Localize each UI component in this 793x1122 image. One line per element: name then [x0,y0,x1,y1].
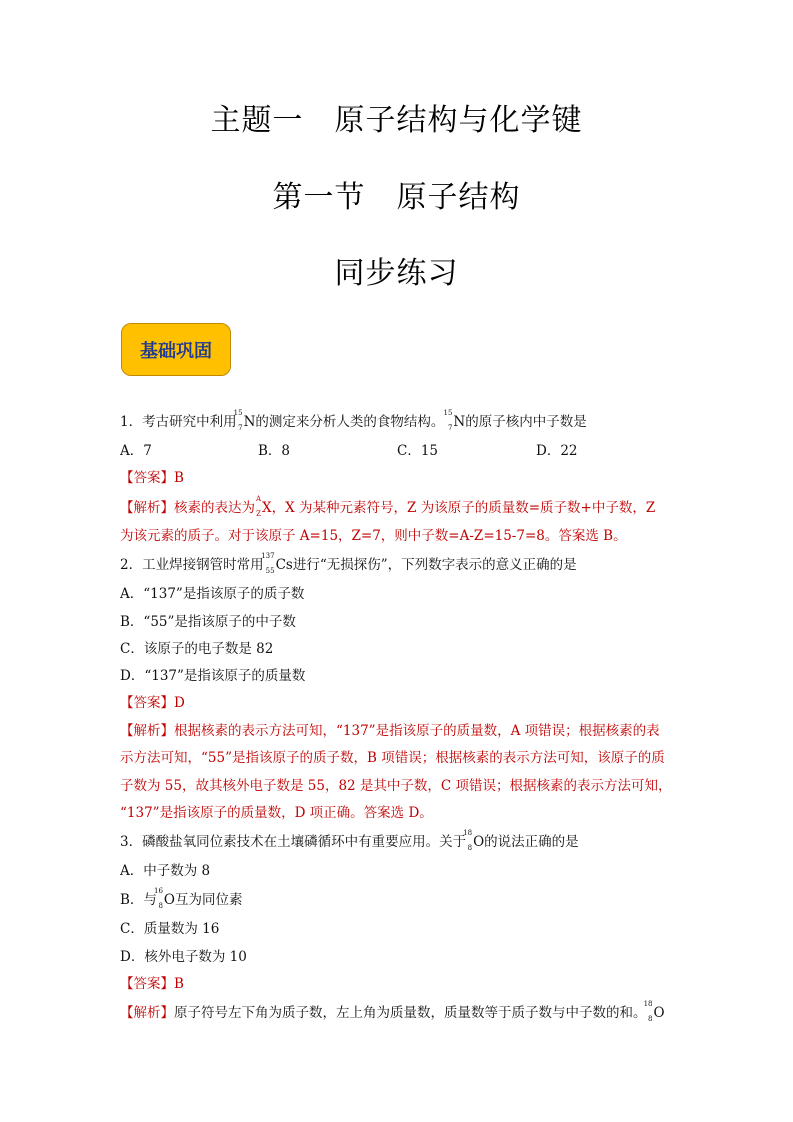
nuclide-n15: 15 7 N [233,409,256,432]
badge-label: 基础巩固 [140,340,212,362]
q2-answer: 【答案】D [120,695,185,711]
subtitle: 同步练习 [334,256,459,291]
section-title: 第一节 原子结构 [272,180,521,215]
q1-explanation-line-1: 【解析】核素的表达为 A Z X，X 为某种元素符号，Z 为该原子的质量数=质子数+中子数，Z [120,495,656,518]
q2-option-d: D．“137”是指该原子的质量数 [120,668,306,684]
question-1: 1．考古研究中利用 15 7 N的测定来分析人类的食物结构。 15 7 N的原子核内中子数是 [120,409,587,432]
q3-option-b: B．与 16 8 O互为同位素 [120,887,243,910]
q3-option-c: C．质量数为 16 [120,921,220,937]
nuclide-n15: 15 7 N [443,409,466,432]
q1-option-a: A．7 [120,443,152,459]
q1-answer: 【答案】B [120,470,184,486]
nuclide-o16: 16 8 O [154,887,175,910]
q1-option-b: B．8 [258,443,291,459]
q2-explanation-line-4: “137”是指该原子的质量数，D 项正确。答案选 D。 [120,805,433,821]
nuclide-o18: 18 8 O [643,1000,665,1023]
nuclide-generic: A Z X [255,495,272,518]
nuclide-cs137: 137 55 Cs [261,552,293,575]
question-3: 3．磷酸盐氧同位素技术在土壤磷循环中有重要应用。关于 18 8 O的说法正确的是 [120,829,579,852]
q2-option-b: B．“55”是指该原子的中子数 [120,614,296,630]
q3-explanation-line-1: 【解析】原子符号左下角为质子数，左上角为质量数，质量数等于质子数与中子数的和。 18 8 O [120,1000,665,1023]
q2-explanation-line-1: 【解析】根据核素的表示方法可知，“137”是指该原子的质量数，A 项错误；根据核素的表 [120,723,660,739]
basic-consolidation-badge [121,323,231,376]
main-title: 主题一 原子结构与化学键 [210,103,583,138]
q2-explanation-line-3: 子数为 55，故其核外电子数是 55，82 是其中子数，C 项错误；根据核素的表示方法可知， [120,778,672,794]
question-2: 2．工业焊接钢管时常用 137 55 Cs进行“无损探伤”，下列数字表示的意义正确的是 [120,552,577,575]
q3-option-a: A．中子数为 8 [120,863,211,879]
q3-option-d: D．核外电子数为 10 [120,949,247,965]
q2-option-a: A．“137”是指该原子的质子数 [120,586,305,602]
q2-option-c: C．该原子的电子数是 82 [120,641,274,657]
q1-option-c: C．15 [397,443,439,459]
q1-option-d: D．22 [536,443,578,459]
q3-answer: 【答案】B [120,976,184,992]
q1-explanation-line-2: 为该元素的质子。对于该原子 A=15，Z=7，则中子数=A-Z=15-7=8。答案选 B。 [120,528,627,544]
q2-explanation-line-2: 示方法可知，“55”是指该原子的质子数，B 项错误；根据核素的表示方法可知，该原子的质 [120,750,665,766]
nuclide-o18: 18 8 O [463,829,485,852]
